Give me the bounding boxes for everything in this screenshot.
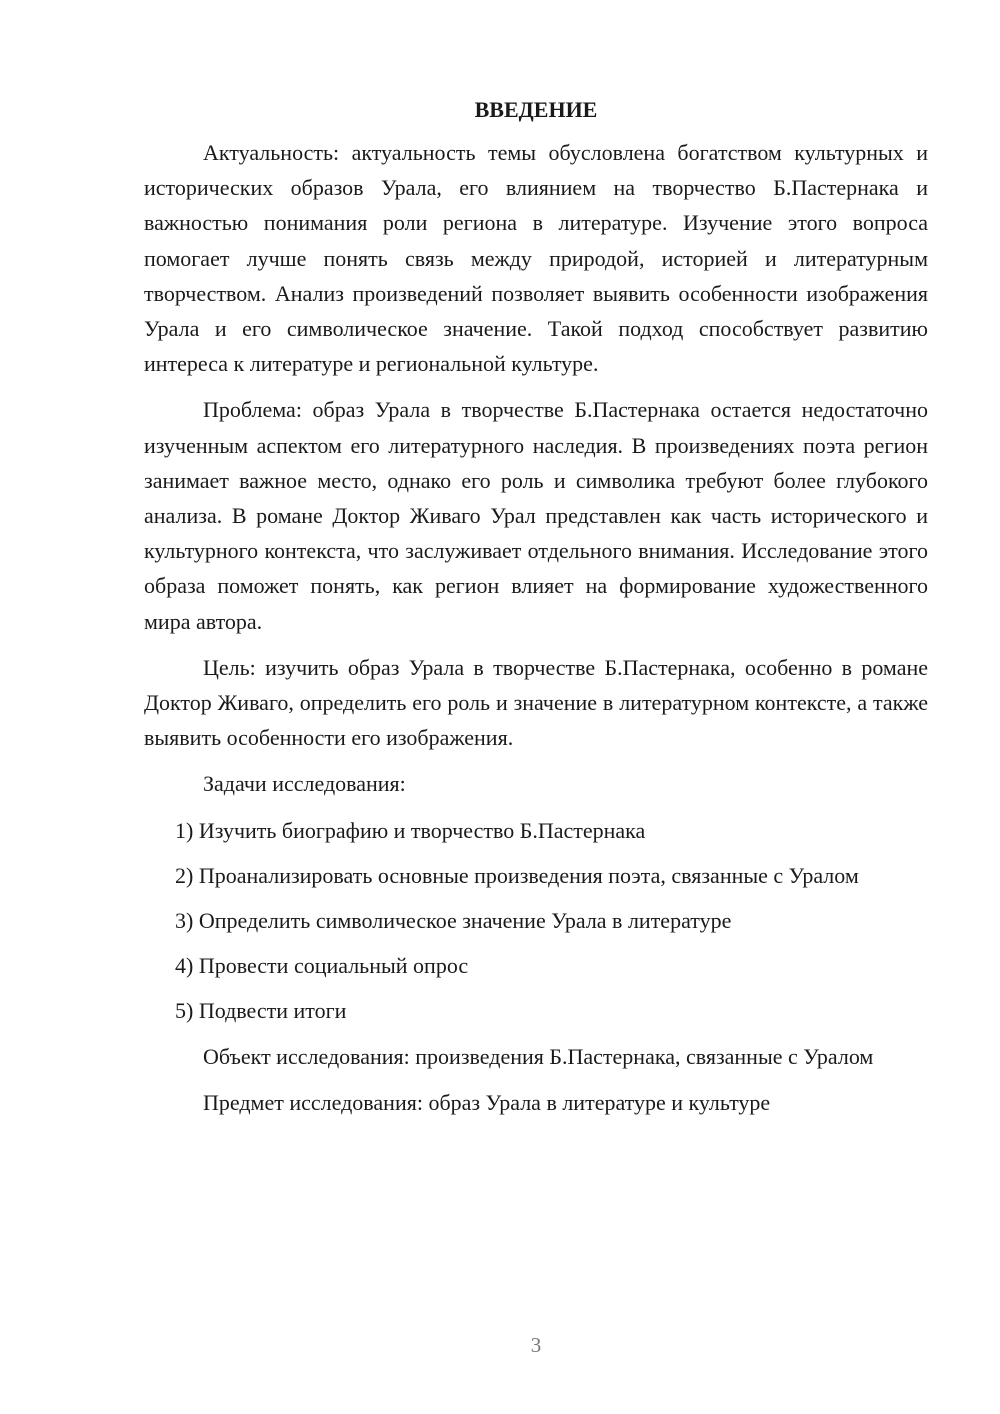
paragraph-problem: Проблема: образ Урала в творчестве Б.Пастернака остается недостаточно изученным аспектом его литературного наследия. В произведениях поэта регион занимает важное место, однако его роль и символика требуют более глубокого анализа. В романе Доктор Живаго Урал представлен как часть исторического и культурного контекста, что заслуживает отдельного внимания. Исследование этого образа поможет понять, как регион влияет на формирование художественного мира автора. (144, 397, 928, 634)
tasks-heading: Задачи исследования: (203, 771, 406, 797)
paragraph-goal: Цель: изучить образ Урала в творчестве Б.Пастернака, особенно в романе Доктор Живаго, определить его роль и значение в литературном контексте, а также выявить особенности его изображения. (144, 654, 928, 751)
paragraph-object: Объект исследования: произведения Б.Пастернака, связанные с Уралом (203, 1043, 874, 1069)
task-item-4: 4) Провести социальный опрос (175, 953, 469, 979)
paragraph-relevance: Актуальность: актуальность темы обусловлена богатством культурных и исторических образов Урала, его влиянием на творчество Б.Пастернака и важностью понимания роли региона в литературе. Изучение этого вопроса помогает лучше понять связь между природой, историей и литературным творчеством. Анализ произведений позволяет выявить особенности изображения Урала и его символическое значение. Такой подход способствует развитию интереса к литературе и региональной культуре. (144, 140, 928, 377)
section-title: ВВЕДЕНИЕ (474, 97, 598, 122)
document-body (144, 92, 928, 1131)
page-number: 3 (530, 1333, 542, 1357)
task-item-1: 1) Изучить биографию и творчество Б.Пастернака (175, 817, 646, 843)
task-item-2: 2) Проанализировать основные произведения поэта, связанные с Уралом (175, 862, 859, 888)
task-item-5: 5) Подвести итоги (175, 998, 347, 1024)
paragraph-subject: Предмет исследования: образ Урала в литературе и культуре (203, 1089, 771, 1115)
task-item-3: 3) Определить символическое значение Урала в литературе (175, 908, 732, 934)
